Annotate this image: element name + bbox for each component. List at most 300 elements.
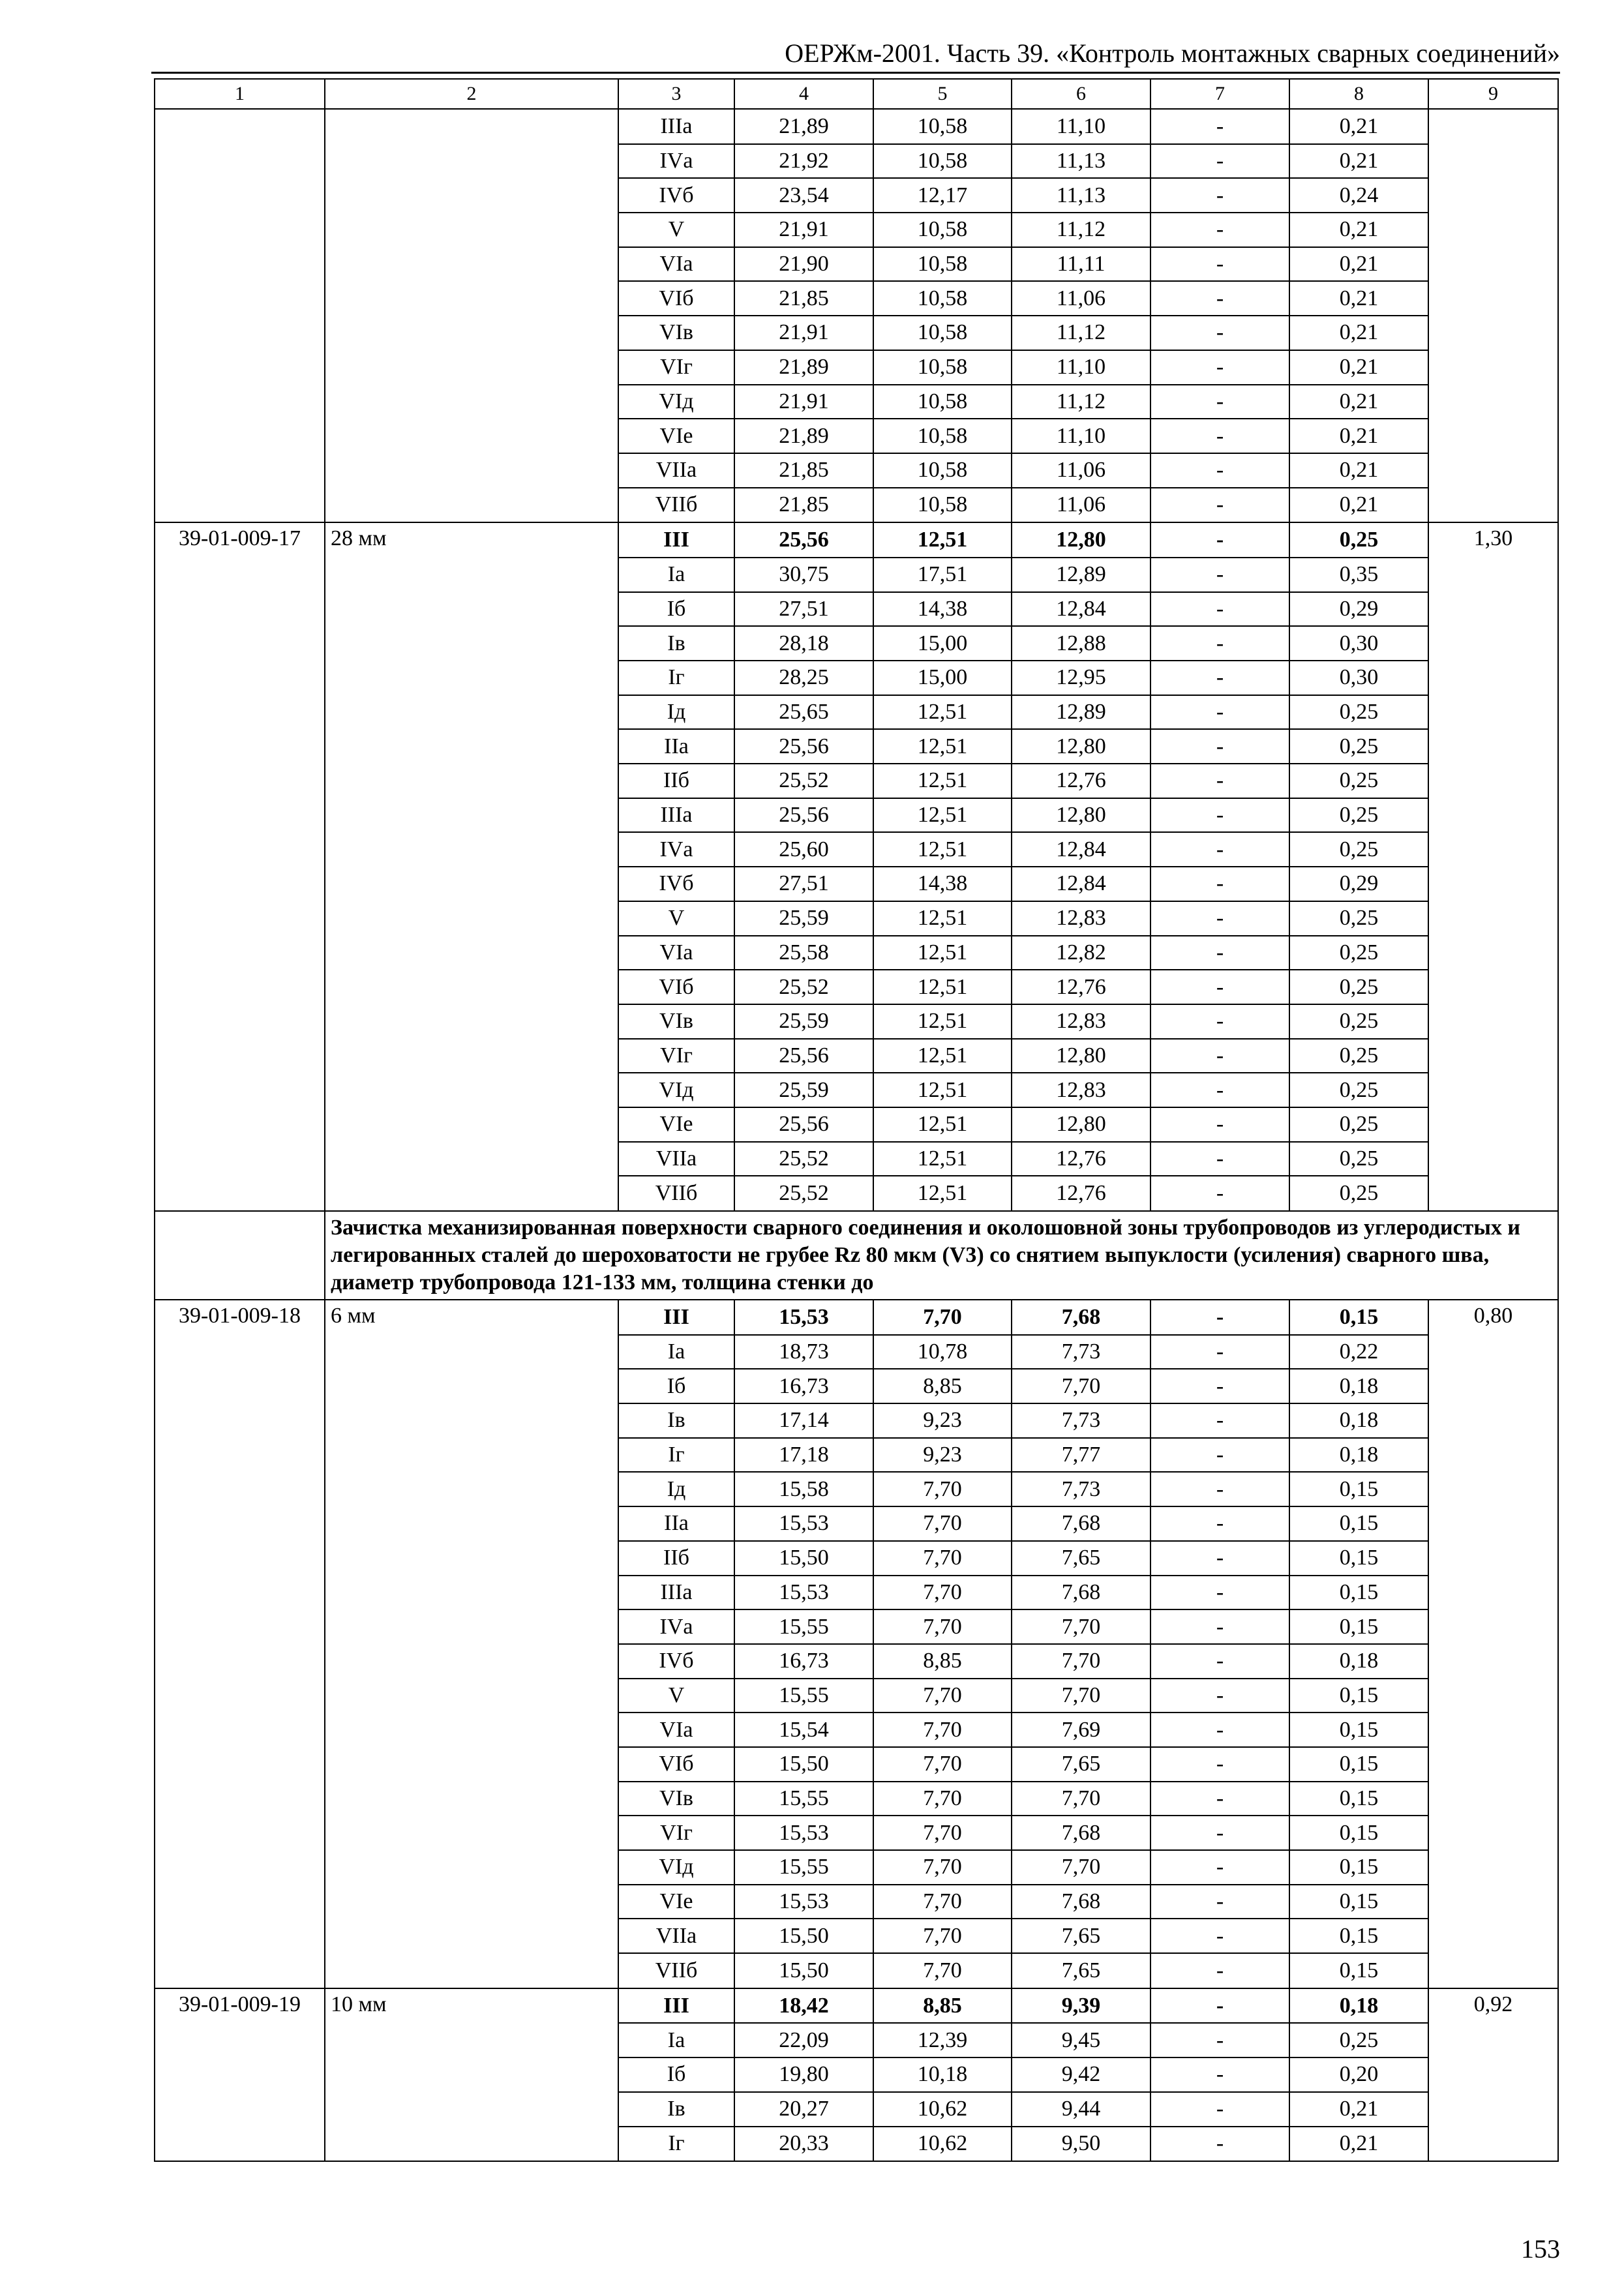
norm-code-empty xyxy=(155,1541,325,1576)
machine-cost: 7,73 xyxy=(1012,1403,1150,1438)
total-cost: 25,52 xyxy=(734,1142,873,1176)
materials-cost: 0,21 xyxy=(1289,2127,1428,2162)
materials-cost: 0,18 xyxy=(1289,1988,1428,2024)
wall-thickness-empty xyxy=(325,1107,618,1142)
table-row xyxy=(155,901,1558,936)
driver-wage: - xyxy=(1150,1107,1289,1142)
column-number: 8 xyxy=(1289,79,1428,109)
total-cost: 23,54 xyxy=(734,178,873,213)
zone-category: IIIа xyxy=(618,798,734,833)
labor-hours-empty xyxy=(1428,1142,1558,1176)
labor-cost: 10,58 xyxy=(873,109,1012,144)
table-row xyxy=(155,1988,1558,2024)
zone-category: IIIа xyxy=(618,109,734,144)
driver-wage: - xyxy=(1150,350,1289,385)
norm-code-empty xyxy=(155,247,325,282)
wall-thickness-empty xyxy=(325,1782,618,1816)
wall-thickness-empty xyxy=(325,2023,618,2057)
labor-hours-empty xyxy=(1428,695,1558,730)
materials-cost: 0,25 xyxy=(1289,936,1428,970)
table-row xyxy=(155,1576,1558,1610)
machine-cost: 7,70 xyxy=(1012,1644,1150,1679)
total-cost: 25,52 xyxy=(734,970,873,1004)
labor-cost: 7,70 xyxy=(873,1576,1012,1610)
materials-cost: 0,30 xyxy=(1289,626,1428,661)
zone-category: Iг xyxy=(618,1438,734,1473)
driver-wage: - xyxy=(1150,867,1289,901)
zone-category: Iв xyxy=(618,2092,734,2127)
wall-thickness-empty xyxy=(325,1004,618,1039)
labor-cost: 7,70 xyxy=(873,1506,1012,1541)
norm-code-empty xyxy=(155,1782,325,1816)
norm-code-empty xyxy=(155,1472,325,1506)
column-number-row xyxy=(155,79,1558,109)
wall-thickness-empty xyxy=(325,385,618,419)
labor-hours-empty xyxy=(1428,970,1558,1004)
norm-code-empty xyxy=(155,1644,325,1679)
driver-wage: - xyxy=(1150,213,1289,247)
wall-thickness-empty xyxy=(325,1176,618,1211)
wall-thickness-empty xyxy=(325,661,618,695)
section-row xyxy=(155,1211,1558,1300)
machine-cost: 12,84 xyxy=(1012,832,1150,867)
total-cost: 15,53 xyxy=(734,1885,873,1919)
wall-thickness-empty xyxy=(325,316,618,350)
wall-thickness-empty xyxy=(325,1576,618,1610)
norms-table xyxy=(154,78,1559,2162)
wall-thickness-empty xyxy=(325,247,618,282)
labor-hours-empty xyxy=(1428,419,1558,453)
driver-wage: - xyxy=(1150,1541,1289,1576)
table-row xyxy=(155,1816,1558,1850)
total-cost: 17,14 xyxy=(734,1403,873,1438)
materials-cost: 0,25 xyxy=(1289,901,1428,936)
table-row xyxy=(155,832,1558,867)
total-cost: 15,55 xyxy=(734,1679,873,1713)
labor-hours-empty xyxy=(1428,764,1558,798)
driver-wage: - xyxy=(1150,1713,1289,1747)
zone-category: VIа xyxy=(618,1713,734,1747)
labor-cost: 7,70 xyxy=(873,1472,1012,1506)
wall-thickness xyxy=(325,109,618,144)
total-cost: 21,85 xyxy=(734,281,873,316)
table-row xyxy=(155,1782,1558,1816)
labor-hours-empty xyxy=(1428,798,1558,833)
machine-cost: 7,65 xyxy=(1012,1919,1150,1953)
total-cost: 25,56 xyxy=(734,729,873,764)
materials-cost: 0,21 xyxy=(1289,2092,1428,2127)
total-cost: 28,25 xyxy=(734,661,873,695)
machine-cost: 12,80 xyxy=(1012,729,1150,764)
driver-wage: - xyxy=(1150,1073,1289,1107)
materials-cost: 0,29 xyxy=(1289,867,1428,901)
wall-thickness-empty xyxy=(325,1816,618,1850)
zone-category: VIв xyxy=(618,1782,734,1816)
zone-category: VIIа xyxy=(618,453,734,488)
zone-category: VIб xyxy=(618,970,734,1004)
total-cost: 30,75 xyxy=(734,558,873,592)
labor-cost: 10,58 xyxy=(873,247,1012,282)
norm-code-empty xyxy=(155,1816,325,1850)
labor-cost: 9,23 xyxy=(873,1438,1012,1473)
materials-cost: 0,18 xyxy=(1289,1644,1428,1679)
wall-thickness-empty xyxy=(325,798,618,833)
table-row xyxy=(155,626,1558,661)
zone-category: VIг xyxy=(618,350,734,385)
zone-category: V xyxy=(618,901,734,936)
materials-cost: 0,18 xyxy=(1289,1403,1428,1438)
driver-wage: - xyxy=(1150,2057,1289,2092)
labor-hours-empty xyxy=(1428,213,1558,247)
zone-category: VIе xyxy=(618,1885,734,1919)
labor-cost: 9,23 xyxy=(873,1403,1012,1438)
wall-thickness-empty xyxy=(325,1039,618,1073)
table-row xyxy=(155,1506,1558,1541)
norm-code-empty xyxy=(155,1953,325,1988)
wall-thickness-empty xyxy=(325,350,618,385)
materials-cost: 0,21 xyxy=(1289,247,1428,282)
total-cost: 15,53 xyxy=(734,1816,873,1850)
table-row xyxy=(155,316,1558,350)
labor-cost: 12,51 xyxy=(873,764,1012,798)
materials-cost: 0,22 xyxy=(1289,1335,1428,1369)
labor-hours-empty xyxy=(1428,626,1558,661)
machine-cost: 12,80 xyxy=(1012,1107,1150,1142)
labor-hours-empty xyxy=(1428,281,1558,316)
zone-category: Iв xyxy=(618,626,734,661)
wall-thickness-empty xyxy=(325,970,618,1004)
driver-wage: - xyxy=(1150,798,1289,833)
materials-cost: 0,25 xyxy=(1289,2023,1428,2057)
driver-wage: - xyxy=(1150,558,1289,592)
machine-cost: 7,65 xyxy=(1012,1953,1150,1988)
document-header: ОЕРЖм-2001. Часть 39. «Контроль монтажных сварных соединений» xyxy=(785,38,1560,68)
labor-hours: 0,92 xyxy=(1428,1988,1558,2024)
zone-category: VIг xyxy=(618,1816,734,1850)
labor-hours-empty xyxy=(1428,1403,1558,1438)
materials-cost: 0,15 xyxy=(1289,1747,1428,1782)
materials-cost: 0,25 xyxy=(1289,522,1428,558)
labor-hours-empty xyxy=(1428,1073,1558,1107)
norm-code-empty xyxy=(155,385,325,419)
materials-cost: 0,25 xyxy=(1289,1176,1428,1211)
labor-cost: 17,51 xyxy=(873,558,1012,592)
section-description: Зачистка механизированная поверхности сварного соединения и околошовной зоны трубопроводов из углеродистых и легированных сталей до шероховатости не грубее Rz 80 мкм (V3) со снятием выпуклости (усиления) сварного шва, диаметр трубопровода 121-133 мм, толщина стенки до xyxy=(325,1211,1558,1300)
wall-thickness-empty xyxy=(325,832,618,867)
zone-category: VIIб xyxy=(618,1176,734,1211)
zone-category: Iд xyxy=(618,695,734,730)
driver-wage: - xyxy=(1150,1850,1289,1885)
table-row xyxy=(155,2127,1558,2162)
total-cost: 25,65 xyxy=(734,695,873,730)
wall-thickness-empty xyxy=(325,1142,618,1176)
materials-cost: 0,25 xyxy=(1289,1107,1428,1142)
norm-code-empty xyxy=(155,729,325,764)
machine-cost: 9,50 xyxy=(1012,2127,1150,2162)
table-row xyxy=(155,1541,1558,1576)
zone-category: IVб xyxy=(618,1644,734,1679)
labor-hours-empty xyxy=(1428,1576,1558,1610)
wall-thickness-empty xyxy=(325,1335,618,1369)
norm-code: 39-01-009-17 xyxy=(155,522,325,558)
machine-cost: 12,89 xyxy=(1012,558,1150,592)
materials-cost: 0,21 xyxy=(1289,144,1428,179)
wall-thickness-empty xyxy=(325,1713,618,1747)
table-row xyxy=(155,1039,1558,1073)
zone-category: VIе xyxy=(618,1107,734,1142)
table-row xyxy=(155,109,1558,144)
driver-wage: - xyxy=(1150,1747,1289,1782)
labor-cost: 7,70 xyxy=(873,1541,1012,1576)
machine-cost: 7,65 xyxy=(1012,1541,1150,1576)
materials-cost: 0,35 xyxy=(1289,558,1428,592)
norm-code-empty xyxy=(155,1679,325,1713)
labor-cost: 12,51 xyxy=(873,970,1012,1004)
zone-category: III xyxy=(618,522,734,558)
labor-hours-empty xyxy=(1428,592,1558,627)
zone-category: Iг xyxy=(618,661,734,695)
labor-hours-empty xyxy=(1428,316,1558,350)
labor-hours-empty xyxy=(1428,661,1558,695)
table-row xyxy=(155,488,1558,523)
driver-wage: - xyxy=(1150,592,1289,627)
driver-wage: - xyxy=(1150,1576,1289,1610)
labor-hours-empty xyxy=(1428,2092,1558,2127)
materials-cost: 0,24 xyxy=(1289,178,1428,213)
wall-thickness-empty xyxy=(325,1850,618,1885)
materials-cost: 0,25 xyxy=(1289,970,1428,1004)
machine-cost: 12,80 xyxy=(1012,798,1150,833)
materials-cost: 0,15 xyxy=(1289,1816,1428,1850)
driver-wage: - xyxy=(1150,626,1289,661)
labor-cost: 12,51 xyxy=(873,798,1012,833)
driver-wage: - xyxy=(1150,1039,1289,1073)
machine-cost: 12,89 xyxy=(1012,695,1150,730)
labor-cost: 10,78 xyxy=(873,1335,1012,1369)
machine-cost: 7,73 xyxy=(1012,1472,1150,1506)
driver-wage: - xyxy=(1150,1953,1289,1988)
labor-hours-empty xyxy=(1428,1679,1558,1713)
labor-cost: 7,70 xyxy=(873,1747,1012,1782)
driver-wage: - xyxy=(1150,1335,1289,1369)
labor-hours-empty xyxy=(1428,558,1558,592)
machine-cost: 12,80 xyxy=(1012,1039,1150,1073)
driver-wage: - xyxy=(1150,1919,1289,1953)
machine-cost: 7,68 xyxy=(1012,1576,1150,1610)
labor-cost: 12,17 xyxy=(873,178,1012,213)
labor-hours-empty xyxy=(1428,1782,1558,1816)
total-cost: 25,52 xyxy=(734,1176,873,1211)
norm-code-empty xyxy=(155,350,325,385)
norm-code-empty xyxy=(155,144,325,179)
zone-category: VIв xyxy=(618,1004,734,1039)
labor-hours-empty xyxy=(1428,453,1558,488)
wall-thickness-empty xyxy=(325,764,618,798)
norm-code-empty xyxy=(155,488,325,523)
driver-wage: - xyxy=(1150,1369,1289,1403)
machine-cost: 11,10 xyxy=(1012,419,1150,453)
table-row xyxy=(155,385,1558,419)
materials-cost: 0,21 xyxy=(1289,350,1428,385)
zone-category: Iб xyxy=(618,592,734,627)
materials-cost: 0,15 xyxy=(1289,1782,1428,1816)
total-cost: 22,09 xyxy=(734,2023,873,2057)
driver-wage: - xyxy=(1150,695,1289,730)
machine-cost: 7,77 xyxy=(1012,1438,1150,1473)
total-cost: 27,51 xyxy=(734,592,873,627)
labor-hours-empty xyxy=(1428,1107,1558,1142)
zone-category: IIа xyxy=(618,729,734,764)
labor-hours-empty xyxy=(1428,247,1558,282)
labor-cost: 15,00 xyxy=(873,661,1012,695)
labor-hours-empty xyxy=(1428,901,1558,936)
labor-hours-empty xyxy=(1428,178,1558,213)
zone-category: VIб xyxy=(618,281,734,316)
machine-cost: 11,10 xyxy=(1012,350,1150,385)
table-row xyxy=(155,695,1558,730)
materials-cost: 0,18 xyxy=(1289,1369,1428,1403)
norm-code-empty xyxy=(155,1335,325,1369)
total-cost: 21,91 xyxy=(734,316,873,350)
machine-cost: 11,10 xyxy=(1012,109,1150,144)
materials-cost: 0,15 xyxy=(1289,1300,1428,1335)
norm-code-empty xyxy=(155,1176,325,1211)
norm-code-empty xyxy=(155,1850,325,1885)
driver-wage: - xyxy=(1150,2023,1289,2057)
wall-thickness-empty xyxy=(325,1644,618,1679)
labor-cost: 12,51 xyxy=(873,1039,1012,1073)
norm-code-empty xyxy=(155,936,325,970)
driver-wage: - xyxy=(1150,2092,1289,2127)
table-row xyxy=(155,247,1558,282)
materials-cost: 0,21 xyxy=(1289,213,1428,247)
wall-thickness-empty xyxy=(325,2057,618,2092)
driver-wage: - xyxy=(1150,901,1289,936)
total-cost: 21,92 xyxy=(734,144,873,179)
machine-cost: 9,42 xyxy=(1012,2057,1150,2092)
norm-code-empty xyxy=(155,626,325,661)
labor-cost: 12,51 xyxy=(873,1004,1012,1039)
total-cost: 15,55 xyxy=(734,1850,873,1885)
materials-cost: 0,25 xyxy=(1289,1039,1428,1073)
labor-hours: 0,80 xyxy=(1428,1300,1558,1335)
labor-hours-empty xyxy=(1428,2127,1558,2162)
wall-thickness-empty xyxy=(325,1747,618,1782)
zone-category: Iб xyxy=(618,1369,734,1403)
machine-cost: 7,65 xyxy=(1012,1747,1150,1782)
driver-wage: - xyxy=(1150,832,1289,867)
total-cost: 15,53 xyxy=(734,1576,873,1610)
labor-hours-empty xyxy=(1428,1004,1558,1039)
table-row xyxy=(155,281,1558,316)
column-number: 4 xyxy=(734,79,873,109)
driver-wage: - xyxy=(1150,488,1289,523)
norm-code-empty xyxy=(155,1506,325,1541)
norm-code-empty xyxy=(155,453,325,488)
norm-code-empty xyxy=(155,281,325,316)
total-cost: 25,52 xyxy=(734,764,873,798)
wall-thickness: 28 мм xyxy=(325,522,618,558)
total-cost: 21,90 xyxy=(734,247,873,282)
materials-cost: 0,15 xyxy=(1289,1506,1428,1541)
machine-cost: 12,95 xyxy=(1012,661,1150,695)
norm-code-empty xyxy=(155,1885,325,1919)
wall-thickness-empty xyxy=(325,1073,618,1107)
norm-code-empty xyxy=(155,764,325,798)
norm-code-empty xyxy=(155,1403,325,1438)
driver-wage: - xyxy=(1150,661,1289,695)
labor-hours-empty xyxy=(1428,1747,1558,1782)
materials-cost: 0,25 xyxy=(1289,1142,1428,1176)
table-row xyxy=(155,2023,1558,2057)
labor-hours xyxy=(1428,109,1558,144)
column-number: 2 xyxy=(325,79,618,109)
materials-cost: 0,15 xyxy=(1289,1850,1428,1885)
header-rule xyxy=(151,72,1560,74)
zone-category: VIг xyxy=(618,1039,734,1073)
driver-wage: - xyxy=(1150,419,1289,453)
machine-cost: 9,44 xyxy=(1012,2092,1150,2127)
driver-wage: - xyxy=(1150,144,1289,179)
machine-cost: 9,45 xyxy=(1012,2023,1150,2057)
wall-thickness-empty xyxy=(325,558,618,592)
driver-wage: - xyxy=(1150,1988,1289,2024)
machine-cost: 12,83 xyxy=(1012,901,1150,936)
norm-code: 39-01-009-18 xyxy=(155,1300,325,1335)
labor-hours-empty xyxy=(1428,1472,1558,1506)
labor-cost: 7,70 xyxy=(873,1300,1012,1335)
labor-cost: 8,85 xyxy=(873,1369,1012,1403)
labor-hours-empty xyxy=(1428,1039,1558,1073)
zone-category: IIб xyxy=(618,764,734,798)
wall-thickness-empty xyxy=(325,1885,618,1919)
labor-cost: 10,58 xyxy=(873,419,1012,453)
driver-wage: - xyxy=(1150,1403,1289,1438)
machine-cost: 7,70 xyxy=(1012,1679,1150,1713)
driver-wage: - xyxy=(1150,385,1289,419)
zone-category: VIд xyxy=(618,385,734,419)
total-cost: 16,73 xyxy=(734,1644,873,1679)
driver-wage: - xyxy=(1150,281,1289,316)
wall-thickness-empty xyxy=(325,178,618,213)
labor-hours-empty xyxy=(1428,1609,1558,1644)
zone-category: VIе xyxy=(618,419,734,453)
total-cost: 21,89 xyxy=(734,109,873,144)
machine-cost: 7,70 xyxy=(1012,1609,1150,1644)
table-row xyxy=(155,1472,1558,1506)
norm-code-empty xyxy=(155,695,325,730)
materials-cost: 0,21 xyxy=(1289,453,1428,488)
labor-cost: 7,70 xyxy=(873,1679,1012,1713)
driver-wage: - xyxy=(1150,522,1289,558)
machine-cost: 11,12 xyxy=(1012,385,1150,419)
zone-category: VIв xyxy=(618,316,734,350)
total-cost: 25,60 xyxy=(734,832,873,867)
driver-wage: - xyxy=(1150,1300,1289,1335)
table-row xyxy=(155,764,1558,798)
machine-cost: 12,83 xyxy=(1012,1004,1150,1039)
table-row xyxy=(155,350,1558,385)
total-cost: 25,56 xyxy=(734,1039,873,1073)
labor-cost: 10,58 xyxy=(873,488,1012,523)
total-cost: 28,18 xyxy=(734,626,873,661)
labor-cost: 12,51 xyxy=(873,522,1012,558)
materials-cost: 0,21 xyxy=(1289,385,1428,419)
total-cost: 21,85 xyxy=(734,453,873,488)
column-number: 5 xyxy=(873,79,1012,109)
machine-cost: 7,68 xyxy=(1012,1885,1150,1919)
total-cost: 16,73 xyxy=(734,1369,873,1403)
